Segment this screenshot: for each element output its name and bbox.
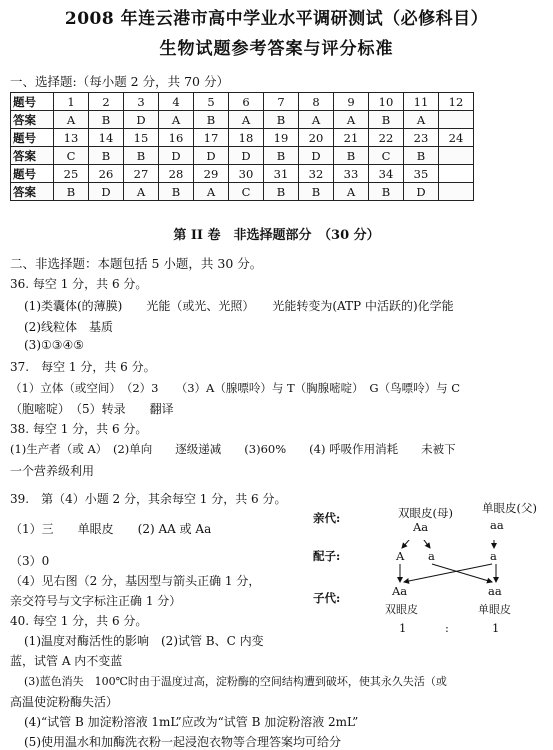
row-header: 答案 bbox=[11, 111, 54, 129]
q38-intro: 38. 每空 1 分，共 6 分。 bbox=[10, 422, 148, 436]
answer-cell: B bbox=[194, 111, 229, 129]
document-title: 2008 年连云港市高中学业水平调研测试（必修科目） bbox=[64, 9, 489, 29]
answer-cell: D bbox=[404, 183, 439, 201]
row-header: 题号 bbox=[11, 93, 54, 111]
answer-cell: B bbox=[404, 147, 439, 165]
q40-part3-cont: 高温使淀粉酶失活） bbox=[10, 695, 119, 709]
row-header: 答案 bbox=[11, 183, 54, 201]
question-number-cell: 7 bbox=[264, 93, 299, 111]
q40-part3: (3)蓝色消失 100℃时由于温度过高，淀粉酶的空间结构遭到破坏，使其永久失活（或 bbox=[24, 675, 447, 688]
arrow-a-to-child2 bbox=[432, 564, 492, 582]
question-number-cell: 10 bbox=[369, 93, 404, 111]
answer-row bbox=[11, 147, 474, 165]
question-number-cell: 19 bbox=[264, 129, 299, 147]
answer-cell: B bbox=[54, 183, 89, 201]
answer-cell: A bbox=[194, 183, 229, 201]
row-header: 题号 bbox=[11, 129, 54, 147]
question-number-cell: 15 bbox=[124, 129, 159, 147]
q37-intro: 37. 每空 1 分，共 6 分。 bbox=[10, 360, 156, 374]
answer-cell bbox=[439, 147, 474, 165]
question-number-cell: 5 bbox=[194, 93, 229, 111]
answer-cell: D bbox=[89, 183, 124, 201]
question-number-cell: 6 bbox=[229, 93, 264, 111]
answer-cell: B bbox=[159, 183, 194, 201]
q40-part5: (5)使用温水和加酶洗衣粉一起浸泡衣物等合理答案均可给分 bbox=[24, 735, 342, 749]
row-header: 题号 bbox=[11, 165, 54, 183]
question-number-cell: 22 bbox=[369, 129, 404, 147]
answer-cell: A bbox=[229, 111, 264, 129]
question-number-cell: 21 bbox=[334, 129, 369, 147]
answer-row bbox=[11, 111, 474, 129]
q39-part4-cont: 亲交符号与文字标注正确 1 分） bbox=[10, 594, 182, 608]
question-number-cell: 3 bbox=[124, 93, 159, 111]
q39-part3: （3）0 bbox=[10, 554, 50, 568]
question-number-cell: 2 bbox=[89, 93, 124, 111]
diagram-child1-genotype: Aa bbox=[392, 584, 408, 598]
q38-line1: (1)生产者（或 A） (2)单向 逐级递减 (3)60% (4) 呼吸作用消耗 未被下 bbox=[10, 442, 456, 456]
question-number-cell: 28 bbox=[159, 165, 194, 183]
answer-cell: A bbox=[334, 183, 369, 201]
diagram-ratio-left: 1 bbox=[399, 621, 407, 635]
answer-row bbox=[11, 183, 474, 201]
answer-cell: C bbox=[369, 147, 404, 165]
question-number-row bbox=[11, 165, 474, 183]
section-one-heading: 一、选择题:（每小题 2 分，共 70 分） bbox=[10, 74, 229, 89]
question-number-cell: 32 bbox=[299, 165, 334, 183]
diagram-father-label: 单眼皮(父) bbox=[482, 501, 537, 515]
part-two-title: 第 II 卷 非选择题部分 （30 分） bbox=[173, 228, 380, 243]
arrow-a2-to-child1 bbox=[404, 564, 492, 582]
diagram-gamete-A: A bbox=[396, 549, 405, 563]
answer-cell: A bbox=[404, 111, 439, 129]
answer-cell: D bbox=[229, 147, 264, 165]
arrow-mother-to-a bbox=[418, 540, 430, 548]
answer-cell: A bbox=[334, 111, 369, 129]
q36-intro: 36. 每空 1 分，共 6 分。 bbox=[10, 277, 148, 291]
question-number-cell: 34 bbox=[369, 165, 404, 183]
answer-cell: A bbox=[54, 111, 89, 129]
arrow-mother-to-A bbox=[402, 540, 416, 548]
answer-cell: D bbox=[194, 147, 229, 165]
question-number-cell: 29 bbox=[194, 165, 229, 183]
question-number-cell: 9 bbox=[334, 93, 369, 111]
question-number-cell: 8 bbox=[299, 93, 334, 111]
question-number-cell: 27 bbox=[124, 165, 159, 183]
q40-part1-cont: 蓝，试管 A 内不变蓝 bbox=[10, 654, 123, 668]
question-number-cell: 14 bbox=[89, 129, 124, 147]
diagram-ratio-colon: : bbox=[445, 621, 449, 635]
answer-table bbox=[10, 92, 474, 201]
q36-part2: (2)线粒体 基质 bbox=[24, 320, 113, 334]
diagram-offspring-label: 子代: bbox=[313, 591, 341, 605]
question-number-cell: 18 bbox=[229, 129, 264, 147]
question-number-cell: 23 bbox=[404, 129, 439, 147]
question-number-cell: 30 bbox=[229, 165, 264, 183]
question-number-cell: 11 bbox=[404, 93, 439, 111]
question-number-cell: 25 bbox=[54, 165, 89, 183]
q40-part1: (1)温度对酶活性的影响 (2)试管 B、C 内变 bbox=[24, 634, 264, 648]
question-number-row bbox=[11, 129, 474, 147]
question-number-cell: 12 bbox=[439, 93, 474, 111]
diagram-parent-label: 亲代: bbox=[313, 511, 341, 525]
answer-cell: B bbox=[264, 111, 299, 129]
question-number-cell: 17 bbox=[194, 129, 229, 147]
diagram-gamete-label: 配子: bbox=[313, 549, 341, 563]
answer-cell: D bbox=[124, 111, 159, 129]
cross-arrows bbox=[380, 540, 520, 600]
answer-cell: C bbox=[229, 183, 264, 201]
question-number-cell: 24 bbox=[439, 129, 474, 147]
q38-line2: 一个营养级利用 bbox=[10, 464, 95, 478]
question-number-cell: 16 bbox=[159, 129, 194, 147]
diagram-child1-phenotype: 双眼皮 bbox=[385, 603, 418, 616]
question-number-cell bbox=[439, 165, 474, 183]
answer-cell: B bbox=[264, 147, 299, 165]
q36-part3: (3)①③④⑤ bbox=[24, 338, 85, 352]
question-number-cell: 1 bbox=[54, 93, 89, 111]
answer-cell: D bbox=[159, 147, 194, 165]
diagram-gamete-a1: a bbox=[428, 549, 435, 563]
diagram-father-genotype: aa bbox=[490, 518, 504, 532]
question-number-cell: 26 bbox=[89, 165, 124, 183]
answer-cell: B bbox=[89, 147, 124, 165]
question-number-cell: 20 bbox=[299, 129, 334, 147]
answer-cell: B bbox=[299, 183, 334, 201]
q36-part1: (1)类囊体(的薄膜) 光能（或光、光照） 光能转变为(ATP 中活跃的)化学能 bbox=[24, 299, 454, 313]
question-number-cell: 35 bbox=[404, 165, 439, 183]
row-header: 答案 bbox=[11, 147, 54, 165]
answer-cell: B bbox=[334, 147, 369, 165]
question-number-cell: 33 bbox=[334, 165, 369, 183]
q37-line1: （1）立体（或空间） （2）3 （3）A（腺嘌呤）与 T（胸腺嘧啶） G（鸟嘌呤）与 C bbox=[10, 381, 461, 395]
q40-part4: (4)“试管 B 加淀粉溶液 1mL”应改为“试管 B 加淀粉溶液 2mL” bbox=[24, 715, 359, 729]
answer-cell: A bbox=[299, 111, 334, 129]
answer-cell: D bbox=[299, 147, 334, 165]
question-number-cell: 4 bbox=[159, 93, 194, 111]
answer-cell: B bbox=[89, 111, 124, 129]
diagram-child2-genotype: aa bbox=[488, 584, 502, 598]
question-number-cell: 31 bbox=[264, 165, 299, 183]
answer-cell bbox=[439, 111, 474, 129]
answer-cell: A bbox=[124, 183, 159, 201]
diagram-ratio-right: 1 bbox=[492, 621, 500, 635]
answer-cell: C bbox=[54, 147, 89, 165]
question-number-row bbox=[11, 93, 474, 111]
q39-part4: （4）见右图（2 分，基因型与箭头正确 1 分， bbox=[10, 574, 261, 588]
q40-intro: 40. 每空 1 分，共 6 分。 bbox=[10, 614, 148, 628]
question-number-cell: 13 bbox=[54, 129, 89, 147]
q37-line2: （胞嘧啶） （5）转录 翻译 bbox=[10, 402, 174, 416]
answer-cell: B bbox=[124, 147, 159, 165]
section-two-heading: 二、非选择题：本题包括 5 小题，共 30 分。 bbox=[10, 256, 263, 271]
diagram-mother-label: 双眼皮(母) bbox=[398, 506, 453, 520]
answer-cell: A bbox=[159, 111, 194, 129]
answer-cell: B bbox=[369, 111, 404, 129]
q39-part1: （1）三 单眼皮 (2) AA 或 Aa bbox=[10, 522, 212, 536]
q39-intro: 39. 第（4）小题 2 分，其余每空 1 分，共 6 分。 bbox=[10, 492, 287, 506]
answer-cell: B bbox=[369, 183, 404, 201]
document-subtitle: 生物试题参考答案与评分标准 bbox=[159, 39, 394, 59]
diagram-gamete-a2: a bbox=[490, 549, 497, 563]
diagram-child2-phenotype: 单眼皮 bbox=[478, 603, 511, 616]
answer-cell: B bbox=[264, 183, 299, 201]
diagram-mother-genotype: Aa bbox=[413, 520, 429, 534]
answer-cell bbox=[439, 183, 474, 201]
